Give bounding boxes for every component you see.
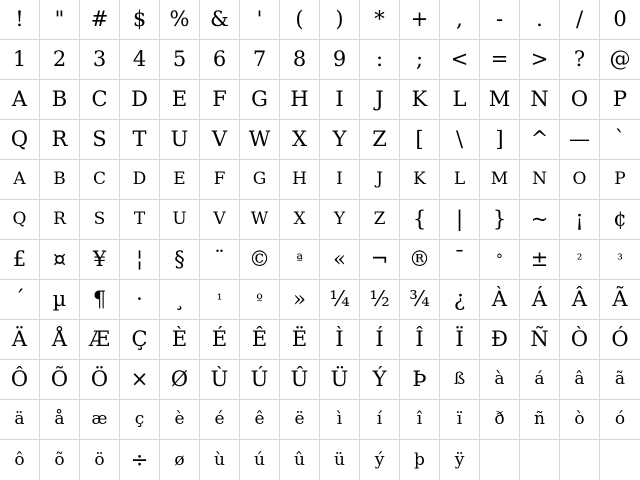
glyph-cell-latin-capital-b[interactable]: B bbox=[40, 80, 80, 120]
glyph-cell-latin-capital-u-circumflex[interactable]: Û bbox=[280, 360, 320, 400]
glyph-cell-micro-sign[interactable]: µ bbox=[40, 280, 80, 320]
glyph-cell-small-capital-y-acute[interactable]: ý bbox=[360, 440, 400, 480]
glyph-cell-small-capital-p[interactable]: P bbox=[600, 160, 640, 200]
glyph-cell-small-capital-g[interactable]: G bbox=[240, 160, 280, 200]
glyph-cell-latin-capital-q[interactable]: Q bbox=[0, 120, 40, 160]
glyph-cell-small-capital-o-circumflex[interactable]: ô bbox=[0, 440, 40, 480]
glyph-cell-left-parenthesis[interactable]: ( bbox=[280, 0, 320, 40]
glyph-cell-latin-capital-g[interactable]: G bbox=[240, 80, 280, 120]
glyph-cell-latin-capital-c[interactable]: C bbox=[80, 80, 120, 120]
glyph-cell-greater-than-sign[interactable]: > bbox=[520, 40, 560, 80]
glyph-cell-small-capital-a-tilde[interactable]: ã bbox=[600, 360, 640, 400]
glyph-cell-latin-capital-x[interactable]: X bbox=[280, 120, 320, 160]
glyph-cell-latin-capital-m[interactable]: M bbox=[480, 80, 520, 120]
glyph-cell-middle-dot[interactable]: · bbox=[120, 280, 160, 320]
glyph-cell-digit-one[interactable]: 1 bbox=[0, 40, 40, 80]
glyph-cell-latin-capital-v[interactable]: V bbox=[200, 120, 240, 160]
glyph-cell-hyphen-minus[interactable]: - bbox=[480, 0, 520, 40]
glyph-cell-small-capital-y-diaeresis[interactable]: ÿ bbox=[440, 440, 480, 480]
glyph-cell-latin-capital-a-grave[interactable]: À bbox=[480, 280, 520, 320]
glyph-cell-full-stop[interactable]: . bbox=[520, 0, 560, 40]
glyph-cell-left-curly-bracket[interactable]: { bbox=[400, 200, 440, 240]
glyph-cell-exclamation-mark[interactable]: ! bbox=[0, 0, 40, 40]
glyph-cell-left-double-angle-quotation-mark[interactable]: « bbox=[320, 240, 360, 280]
glyph-cell-small-capital-o-tilde[interactable]: õ bbox=[40, 440, 80, 480]
glyph-cell-latin-capital-i-circumflex[interactable]: Î bbox=[400, 320, 440, 360]
glyph-cell-small-capital-i-acute[interactable]: í bbox=[360, 400, 400, 440]
glyph-cell-latin-capital-w[interactable]: W bbox=[240, 120, 280, 160]
glyph-cell-small-capital-y[interactable]: Y bbox=[320, 200, 360, 240]
glyph-cell-latin-capital-a-acute[interactable]: Á bbox=[520, 280, 560, 320]
glyph-cell-small-capital-n-tilde[interactable]: ñ bbox=[520, 400, 560, 440]
glyph-cell-small-capital-ae[interactable]: æ bbox=[80, 400, 120, 440]
glyph-cell-latin-capital-e[interactable]: E bbox=[160, 80, 200, 120]
glyph-cell-latin-capital-e-acute[interactable]: É bbox=[200, 320, 240, 360]
glyph-cell-latin-capital-l[interactable]: L bbox=[440, 80, 480, 120]
glyph-cell-registered-sign[interactable]: ® bbox=[400, 240, 440, 280]
glyph-cell-latin-capital-o-diaeresis[interactable]: Ö bbox=[80, 360, 120, 400]
glyph-cell-question-mark[interactable]: ? bbox=[560, 40, 600, 80]
glyph-cell-tilde[interactable]: ~ bbox=[520, 200, 560, 240]
glyph-cell-small-capital-d[interactable]: D bbox=[120, 160, 160, 200]
glyph-cell-vertical-line[interactable]: | bbox=[440, 200, 480, 240]
glyph-cell-small-capital-eth[interactable]: ð bbox=[480, 400, 520, 440]
glyph-cell-latin-capital-ae[interactable]: Æ bbox=[80, 320, 120, 360]
glyph-cell-small-capital-t[interactable]: T bbox=[120, 200, 160, 240]
glyph-cell-feminine-ordinal-indicator[interactable]: ª bbox=[280, 240, 320, 280]
glyph-cell-dollar-sign[interactable]: $ bbox=[120, 0, 160, 40]
glyph-cell-small-capital-o[interactable]: O bbox=[560, 160, 600, 200]
glyph-cell-latin-capital-y[interactable]: Y bbox=[320, 120, 360, 160]
glyph-cell-small-capital-w[interactable]: W bbox=[240, 200, 280, 240]
glyph-cell-latin-capital-e-grave[interactable]: È bbox=[160, 320, 200, 360]
glyph-cell-superscript-two[interactable]: ² bbox=[560, 240, 600, 280]
glyph-cell-solidus[interactable]: / bbox=[560, 0, 600, 40]
glyph-cell-latin-capital-a-diaeresis[interactable]: Ä bbox=[0, 320, 40, 360]
glyph-cell-empty-cell[interactable] bbox=[520, 440, 560, 480]
glyph-cell-multiplication-sign[interactable]: × bbox=[120, 360, 160, 400]
glyph-cell-empty-cell[interactable] bbox=[480, 440, 520, 480]
glyph-cell-latin-capital-o[interactable]: O bbox=[560, 80, 600, 120]
glyph-cell-yen-sign[interactable]: ¥ bbox=[80, 240, 120, 280]
glyph-cell-superscript-three[interactable]: ³ bbox=[600, 240, 640, 280]
glyph-cell-latin-capital-r[interactable]: R bbox=[40, 120, 80, 160]
glyph-cell-vulgar-fraction-one-quarter[interactable]: ¼ bbox=[320, 280, 360, 320]
glyph-cell-latin-capital-o-stroke[interactable]: Ø bbox=[160, 360, 200, 400]
glyph-cell-digit-eight[interactable]: 8 bbox=[280, 40, 320, 80]
glyph-cell-latin-capital-p[interactable]: P bbox=[600, 80, 640, 120]
glyph-cell-small-capital-o-stroke[interactable]: ø bbox=[160, 440, 200, 480]
glyph-cell-latin-capital-u[interactable]: U bbox=[160, 120, 200, 160]
glyph-cell-digit-zero[interactable]: 0 bbox=[600, 0, 640, 40]
glyph-cell-reverse-solidus[interactable]: \ bbox=[440, 120, 480, 160]
glyph-cell-masculine-ordinal-indicator[interactable]: º bbox=[240, 280, 280, 320]
glyph-cell-small-capital-n[interactable]: N bbox=[520, 160, 560, 200]
glyph-cell-colon[interactable]: : bbox=[360, 40, 400, 80]
glyph-cell-latin-capital-u-acute[interactable]: Ú bbox=[240, 360, 280, 400]
glyph-cell-latin-capital-i-diaeresis[interactable]: Ï bbox=[440, 320, 480, 360]
glyph-cell-small-capital-u[interactable]: U bbox=[160, 200, 200, 240]
glyph-cell-small-capital-e[interactable]: E bbox=[160, 160, 200, 200]
glyph-cell-section-sign[interactable]: § bbox=[160, 240, 200, 280]
glyph-cell-acute-accent[interactable]: ´ bbox=[0, 280, 40, 320]
glyph-cell-number-sign[interactable]: # bbox=[80, 0, 120, 40]
glyph-cell-small-capital-j[interactable]: J bbox=[360, 160, 400, 200]
glyph-cell-copyright-sign[interactable]: © bbox=[240, 240, 280, 280]
glyph-cell-latin-capital-i-acute[interactable]: Í bbox=[360, 320, 400, 360]
glyph-cell-digit-seven[interactable]: 7 bbox=[240, 40, 280, 80]
glyph-cell-small-capital-h[interactable]: H bbox=[280, 160, 320, 200]
glyph-cell-equals-sign[interactable]: = bbox=[480, 40, 520, 80]
glyph-cell-latin-capital-i-grave[interactable]: Ì bbox=[320, 320, 360, 360]
glyph-cell-small-capital-e-acute[interactable]: é bbox=[200, 400, 240, 440]
glyph-cell-latin-capital-y-acute[interactable]: Ý bbox=[360, 360, 400, 400]
glyph-cell-semicolon[interactable]: ; bbox=[400, 40, 440, 80]
glyph-cell-right-double-angle-quotation-mark[interactable]: » bbox=[280, 280, 320, 320]
glyph-cell-small-capital-o-acute[interactable]: ó bbox=[600, 400, 640, 440]
glyph-cell-ampersand[interactable]: & bbox=[200, 0, 240, 40]
glyph-cell-latin-capital-f[interactable]: F bbox=[200, 80, 240, 120]
glyph-cell-small-capital-m[interactable]: M bbox=[480, 160, 520, 200]
glyph-cell-small-capital-i[interactable]: I bbox=[320, 160, 360, 200]
glyph-cell-small-capital-u-diaeresis[interactable]: ü bbox=[320, 440, 360, 480]
glyph-cell-small-capital-i-circumflex[interactable]: î bbox=[400, 400, 440, 440]
glyph-cell-latin-capital-eth[interactable]: Ð bbox=[480, 320, 520, 360]
glyph-cell-degree-sign[interactable]: ° bbox=[480, 240, 520, 280]
glyph-cell-small-capital-v[interactable]: V bbox=[200, 200, 240, 240]
glyph-cell-small-capital-c[interactable]: C bbox=[80, 160, 120, 200]
glyph-cell-latin-capital-d[interactable]: D bbox=[120, 80, 160, 120]
glyph-cell-grave-accent[interactable]: ` bbox=[600, 120, 640, 160]
glyph-cell-commercial-at[interactable]: @ bbox=[600, 40, 640, 80]
glyph-cell-asterisk[interactable]: * bbox=[360, 0, 400, 40]
glyph-cell-cedilla[interactable]: ¸ bbox=[160, 280, 200, 320]
glyph-cell-small-capital-s[interactable]: S bbox=[80, 200, 120, 240]
glyph-cell-division-sign[interactable]: ÷ bbox=[120, 440, 160, 480]
glyph-cell-latin-capital-t[interactable]: T bbox=[120, 120, 160, 160]
glyph-cell-small-capital-u-grave[interactable]: ù bbox=[200, 440, 240, 480]
glyph-cell-latin-capital-o-tilde[interactable]: Õ bbox=[40, 360, 80, 400]
glyph-cell-small-capital-e-circumflex[interactable]: ê bbox=[240, 400, 280, 440]
glyph-cell-left-square-bracket[interactable]: [ bbox=[400, 120, 440, 160]
glyph-cell-plus-minus-sign[interactable]: ± bbox=[520, 240, 560, 280]
glyph-cell-latin-capital-a-tilde[interactable]: Ã bbox=[600, 280, 640, 320]
glyph-cell-digit-five[interactable]: 5 bbox=[160, 40, 200, 80]
glyph-cell-pilcrow-sign[interactable]: ¶ bbox=[80, 280, 120, 320]
glyph-cell-latin-capital-i[interactable]: I bbox=[320, 80, 360, 120]
glyph-cell-digit-two[interactable]: 2 bbox=[40, 40, 80, 80]
glyph-cell-small-capital-a-diaeresis[interactable]: ä bbox=[0, 400, 40, 440]
glyph-cell-macron[interactable]: ¯ bbox=[440, 240, 480, 280]
glyph-cell-latin-capital-k[interactable]: K bbox=[400, 80, 440, 120]
glyph-cell-latin-capital-o-circumflex[interactable]: Ô bbox=[0, 360, 40, 400]
glyph-cell-plus-sign[interactable]: + bbox=[400, 0, 440, 40]
glyph-cell-small-capital-u-circumflex[interactable]: û bbox=[280, 440, 320, 480]
glyph-cell-circumflex-accent[interactable]: ^ bbox=[520, 120, 560, 160]
glyph-cell-latin-capital-z[interactable]: Z bbox=[360, 120, 400, 160]
glyph-cell-digit-four[interactable]: 4 bbox=[120, 40, 160, 80]
glyph-cell-small-capital-u-acute[interactable]: ú bbox=[240, 440, 280, 480]
glyph-cell-small-capital-l[interactable]: L bbox=[440, 160, 480, 200]
glyph-cell-em-dash[interactable]: — bbox=[560, 120, 600, 160]
glyph-cell-latin-capital-h[interactable]: H bbox=[280, 80, 320, 120]
glyph-cell-small-capital-x[interactable]: X bbox=[280, 200, 320, 240]
glyph-cell-latin-capital-o-acute[interactable]: Ó bbox=[600, 320, 640, 360]
glyph-cell-vulgar-fraction-three-quarters[interactable]: ¾ bbox=[400, 280, 440, 320]
glyph-cell-small-capital-a[interactable]: A bbox=[0, 160, 40, 200]
glyph-cell-small-capital-o-diaeresis[interactable]: ö bbox=[80, 440, 120, 480]
glyph-cell-latin-capital-a[interactable]: A bbox=[0, 80, 40, 120]
glyph-cell-latin-capital-o-grave[interactable]: Ò bbox=[560, 320, 600, 360]
glyph-cell-small-capital-b[interactable]: B bbox=[40, 160, 80, 200]
glyph-cell-latin-capital-n[interactable]: N bbox=[520, 80, 560, 120]
glyph-cell-latin-capital-n-tilde[interactable]: Ñ bbox=[520, 320, 560, 360]
glyph-cell-latin-capital-c-cedilla[interactable]: Ç bbox=[120, 320, 160, 360]
glyph-cell-small-capital-a-acute[interactable]: á bbox=[520, 360, 560, 400]
glyph-cell-apostrophe[interactable]: ' bbox=[240, 0, 280, 40]
glyph-cell-vulgar-fraction-one-half[interactable]: ½ bbox=[360, 280, 400, 320]
glyph-cell-empty-cell[interactable] bbox=[560, 440, 600, 480]
glyph-cell-less-than-sign[interactable]: < bbox=[440, 40, 480, 80]
glyph-cell-small-capital-q[interactable]: Q bbox=[0, 200, 40, 240]
glyph-cell-quotation-mark[interactable]: " bbox=[40, 0, 80, 40]
glyph-cell-pound-sign[interactable]: £ bbox=[0, 240, 40, 280]
glyph-cell-latin-capital-u-diaeresis[interactable]: Ü bbox=[320, 360, 360, 400]
glyph-cell-right-square-bracket[interactable]: ] bbox=[480, 120, 520, 160]
glyph-cell-small-capital-a-grave[interactable]: à bbox=[480, 360, 520, 400]
glyph-cell-small-capital-z[interactable]: Z bbox=[360, 200, 400, 240]
glyph-cell-small-capital-e-grave[interactable]: è bbox=[160, 400, 200, 440]
glyph-cell-small-capital-a-circumflex[interactable]: â bbox=[560, 360, 600, 400]
glyph-cell-empty-cell[interactable] bbox=[600, 440, 640, 480]
glyph-cell-comma[interactable]: , bbox=[440, 0, 480, 40]
glyph-cell-latin-capital-a-ring-above[interactable]: Å bbox=[40, 320, 80, 360]
glyph-cell-small-capital-r[interactable]: R bbox=[40, 200, 80, 240]
glyph-cell-small-capital-k[interactable]: K bbox=[400, 160, 440, 200]
glyph-cell-digit-three[interactable]: 3 bbox=[80, 40, 120, 80]
glyph-cell-small-capital-a-ring-above[interactable]: å bbox=[40, 400, 80, 440]
glyph-cell-right-curly-bracket[interactable]: } bbox=[480, 200, 520, 240]
glyph-cell-small-capital-e-diaeresis[interactable]: ë bbox=[280, 400, 320, 440]
glyph-cell-latin-capital-u-grave[interactable]: Ù bbox=[200, 360, 240, 400]
glyph-cell-latin-capital-e-diaeresis[interactable]: Ë bbox=[280, 320, 320, 360]
glyph-cell-percent-sign[interactable]: % bbox=[160, 0, 200, 40]
glyph-cell-broken-bar[interactable]: ¦ bbox=[120, 240, 160, 280]
glyph-cell-inverted-exclamation-mark[interactable]: ¡ bbox=[560, 200, 600, 240]
glyph-cell-superscript-one[interactable]: ¹ bbox=[200, 280, 240, 320]
glyph-cell-cent-sign[interactable]: ¢ bbox=[600, 200, 640, 240]
glyph-cell-currency-sign[interactable]: ¤ bbox=[40, 240, 80, 280]
glyph-cell-small-capital-thorn[interactable]: þ bbox=[400, 440, 440, 480]
glyph-cell-latin-capital-s[interactable]: S bbox=[80, 120, 120, 160]
glyph-cell-right-parenthesis[interactable]: ) bbox=[320, 0, 360, 40]
glyph-cell-latin-capital-e-circumflex[interactable]: Ê bbox=[240, 320, 280, 360]
glyph-cell-not-sign[interactable]: ¬ bbox=[360, 240, 400, 280]
glyph-cell-small-capital-o-grave[interactable]: ò bbox=[560, 400, 600, 440]
glyph-cell-digit-nine[interactable]: 9 bbox=[320, 40, 360, 80]
glyph-cell-latin-capital-thorn[interactable]: Þ bbox=[400, 360, 440, 400]
glyph-cell-small-capital-i-grave[interactable]: ì bbox=[320, 400, 360, 440]
glyph-cell-digit-six[interactable]: 6 bbox=[200, 40, 240, 80]
glyph-cell-latin-small-sharp-s[interactable]: ß bbox=[440, 360, 480, 400]
glyph-cell-diaeresis[interactable]: ¨ bbox=[200, 240, 240, 280]
glyph-cell-small-capital-f[interactable]: F bbox=[200, 160, 240, 200]
glyph-cell-latin-capital-j[interactable]: J bbox=[360, 80, 400, 120]
glyph-cell-latin-capital-a-circumflex[interactable]: Â bbox=[560, 280, 600, 320]
glyph-cell-inverted-question-mark[interactable]: ¿ bbox=[440, 280, 480, 320]
glyph-cell-small-capital-c-cedilla[interactable]: ç bbox=[120, 400, 160, 440]
glyph-cell-small-capital-i-diaeresis[interactable]: ï bbox=[440, 400, 480, 440]
